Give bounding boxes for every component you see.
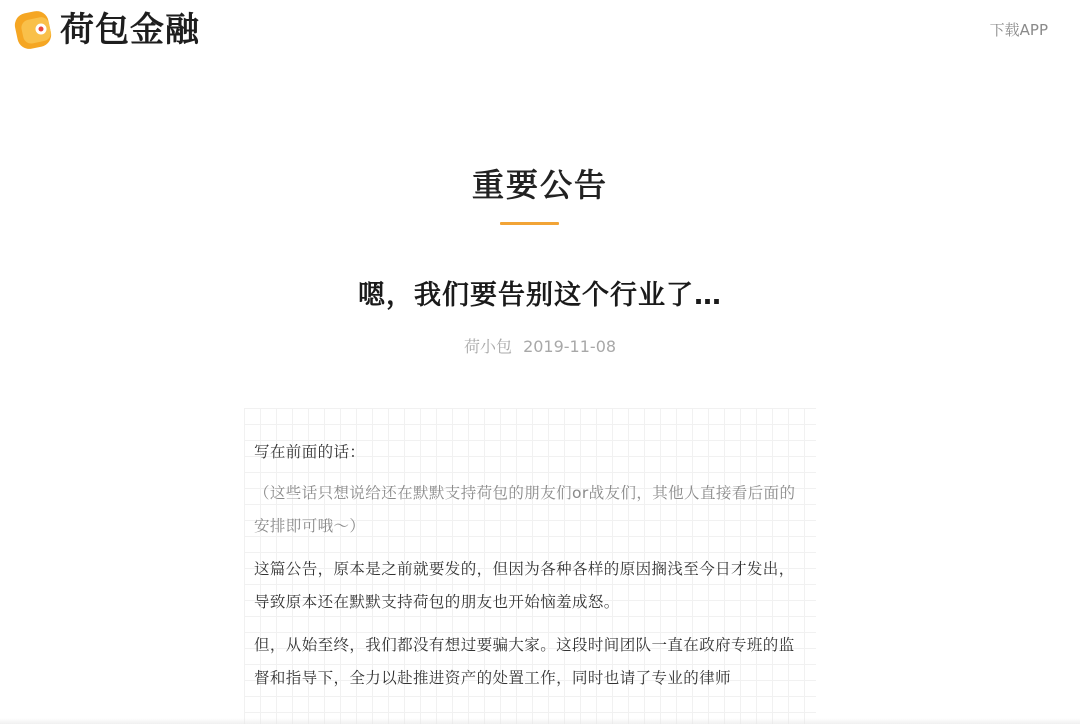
article-content: [244, 408, 816, 724]
download-app-link[interactable]: 下载APP: [989, 21, 1048, 39]
title-underline: [500, 222, 559, 225]
article-author: 荷小包: [463, 337, 512, 356]
paragraph-intro-heading: 写在前面的话：: [254, 443, 366, 461]
article-meta: [0, 336, 1080, 358]
notice-section-title: 重要公告: [471, 166, 608, 204]
bottom-edge: [0, 718, 1080, 724]
brand-name: 荷包金融: [60, 10, 200, 50]
paragraph-aside: （这些话只想说给还在默默支持荷包的朋友们or战友们，其他人直接看后面的安排即可哦～）: [254, 484, 796, 535]
site-header: [0, 0, 1080, 62]
brand-logo[interactable]: [12, 8, 200, 52]
paragraph-body: 这篇公告，原本是之前就要发的，但因为各种各样的原因搁浅至今日才发出，导致原本还在默默支持荷包的朋友也开始恼羞成怒。: [254, 560, 795, 611]
article-title: 嗯，我们要告别这个行业了…: [358, 280, 722, 311]
article-date: 2019-11-08: [523, 337, 617, 356]
wallet-logo-icon: [12, 9, 54, 51]
paragraph-body: 但，从始至终，我们都没有想过要骗大家。这段时间团队一直在政府专班的监督和指导下，全力以赴推进资产的处置工作，同时也请了专业的律师: [254, 636, 795, 687]
